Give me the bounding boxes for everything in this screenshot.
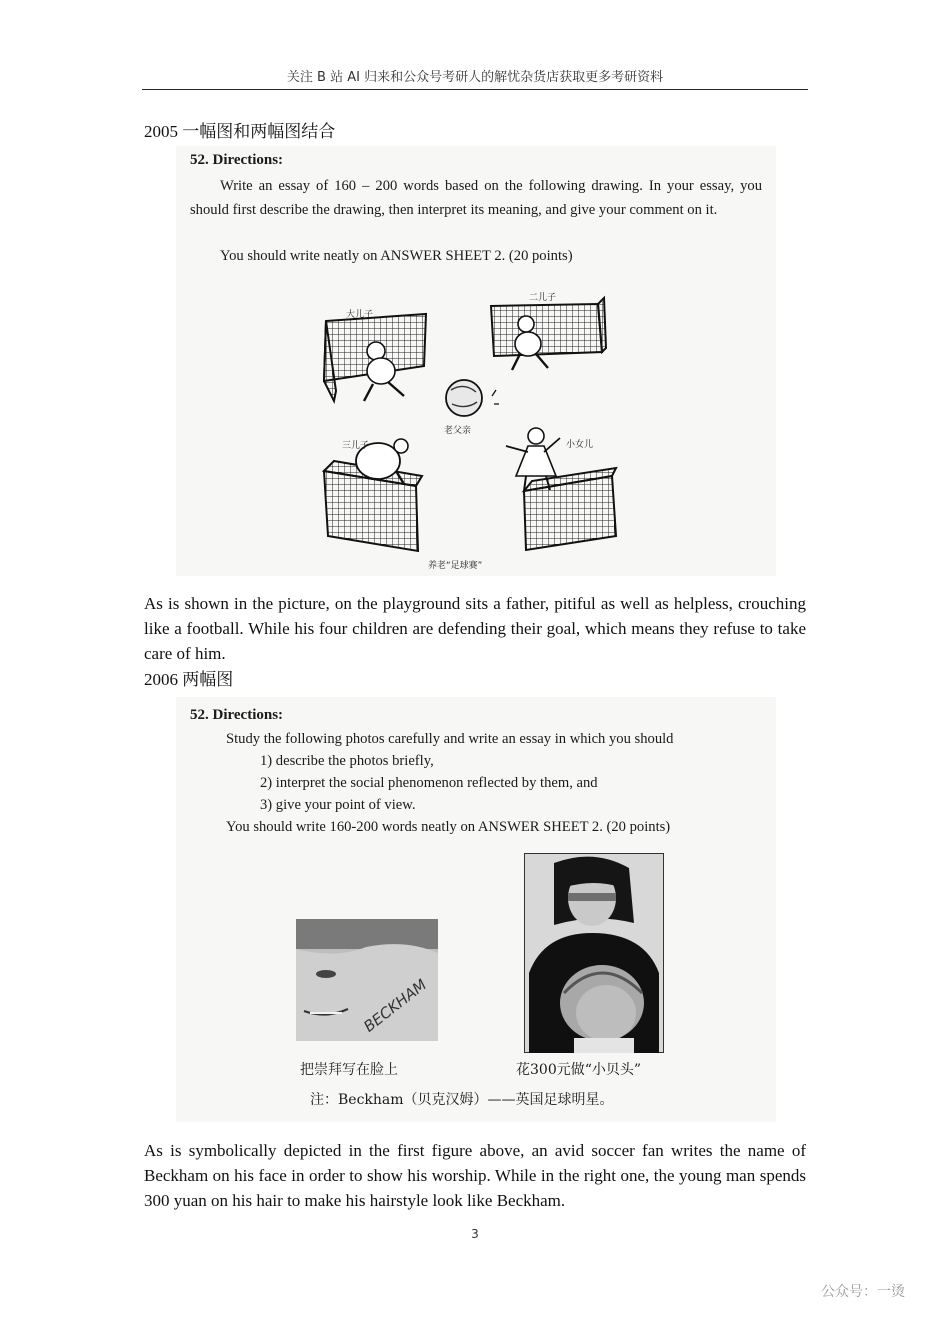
page-header: 关注 B 站 AI 归来和公众号考研人的解忧杂货店获取更多考研资料 <box>286 70 664 85</box>
photo-face-beckham <box>296 919 438 1041</box>
label-third-son: 三儿子 <box>342 441 370 451</box>
face-writing: BECKHAM <box>360 975 431 1036</box>
label-eldest-son: 大儿子 <box>346 310 374 320</box>
father-ball <box>446 380 499 416</box>
cartoon-caption: 养老“足球赛” <box>428 561 483 571</box>
section-title-2006: 2006 两幅图 <box>144 670 234 689</box>
directions-item-1: 1) describe the photos briefly, <box>260 753 434 769</box>
analysis-paragraph-2006: As is symbolically depicted in the first figure above, an avid soccer fan writes the name of Beckham on his face in order to show his worship. While in the right one, the young man spends 300 yuan on his hair to make his hairstyle look like Beckham. <box>144 1141 806 1210</box>
scanned-question-2006 <box>176 697 776 1122</box>
directions-title: 52. Directions: <box>190 707 284 723</box>
photo-hairstyle <box>524 853 664 1053</box>
daughter-goal <box>524 468 616 550</box>
directions-note: You should write neatly on ANSWER SHEET 2. (20 points) <box>220 248 573 264</box>
photo-left-caption: 把崇拜写在脸上 <box>300 1062 398 1078</box>
second-son-goal <box>491 298 606 356</box>
label-father: 老父亲 <box>444 426 472 436</box>
directions-note: You should write 160-200 words neatly on ANSWER SHEET 2. (20 points) <box>226 819 671 835</box>
section-title-2005: 2005 一幅图和两幅图结合 <box>144 122 336 141</box>
label-daughter: 小女儿 <box>566 440 594 450</box>
photo-footnote: 注：Beckham（贝克汉姆）——英国足球明星。 <box>310 1092 614 1108</box>
directions-text: Write an essay of 160 – 200 words based on the following drawing. In your essay, you should first describe the drawing, then interpret its meaning, and give your comment on it. <box>190 178 762 218</box>
label-second-son: 二儿子 <box>529 293 557 303</box>
directions-title: 52. Directions: <box>190 152 284 168</box>
directions-item-2: 2) interpret the social phenomenon reflected by them, and <box>260 775 598 791</box>
analysis-paragraph-2005: As is shown in the picture, on the playground sits a father, pitiful as well as helpless, crouching like a football. While his four children are defending their goal, which means they refuse to take care of him. <box>144 594 806 663</box>
header-rule <box>142 89 808 90</box>
photo-right-caption: 花300元做“小贝头” <box>516 1062 642 1078</box>
watermark: 公众号：一烫 <box>821 1284 905 1300</box>
pension-football-cartoon <box>176 286 776 576</box>
page-number: 3 <box>471 1227 479 1241</box>
directions-item-3: 3) give your point of view. <box>260 797 416 813</box>
directions-lead: Study the following photos carefully and write an essay in which you should <box>226 731 674 747</box>
scanned-question-2005 <box>176 146 776 576</box>
